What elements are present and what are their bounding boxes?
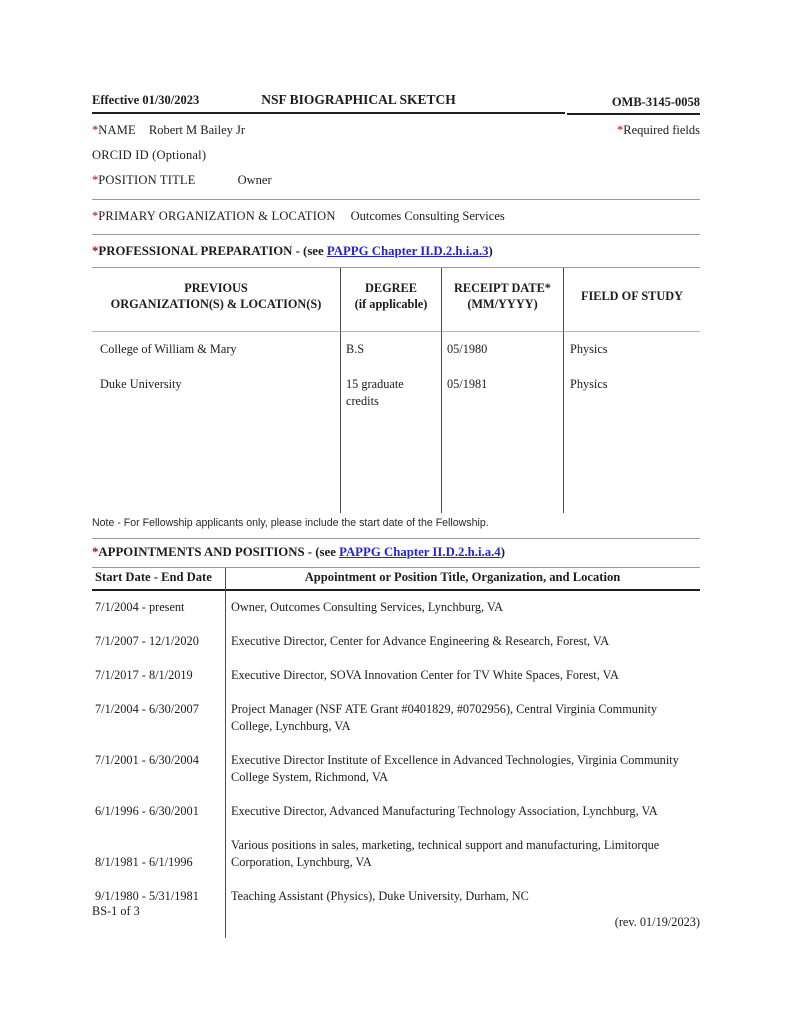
required-asterisk: * xyxy=(92,173,99,187)
column-header-line: ORGANIZATION(S) & LOCATION(S) xyxy=(110,297,322,311)
column-header-line: FIELD OF STUDY xyxy=(580,289,684,303)
appointments-header-row xyxy=(92,568,700,591)
orcid-label: ORCID ID (Optional) xyxy=(92,148,207,162)
appointment-row xyxy=(92,803,700,820)
appointment-title: Various positions in sales, marketing, technical support and manufacturing, Limitorque Corporation, Lynchburg, VA xyxy=(231,838,660,869)
column-divider xyxy=(225,568,226,938)
appointment-dates: 7/1/2004 - present xyxy=(95,600,185,614)
appointment-title: Executive Director Institute of Excellence in Advanced Technologies, Virginia Community College System, Richmond, VA xyxy=(231,753,679,784)
professional-preparation-table xyxy=(92,268,700,513)
required-asterisk: * xyxy=(92,244,99,258)
name-value: Robert M Bailey Jr xyxy=(148,123,246,137)
professional-preparation-title-suffix: ) xyxy=(488,244,493,258)
revision-date: (rev. 01/19/2023) xyxy=(614,915,700,929)
appointment-dates: 7/1/2004 - 6/30/2007 xyxy=(95,702,199,716)
required-asterisk: * xyxy=(92,545,99,559)
prep-row-receipt-date: 05/1981 xyxy=(442,367,564,513)
prep-row-organization: College of William & Mary xyxy=(92,332,341,367)
appointments-title: APPOINTMENTS AND POSITIONS - (see xyxy=(98,545,340,559)
header-rule xyxy=(92,92,565,114)
column-header-line: (if applicable) xyxy=(354,297,428,311)
appointment-row xyxy=(92,837,700,871)
orcid-row xyxy=(92,148,700,163)
column-header-degree xyxy=(341,268,442,332)
appointment-row xyxy=(92,752,700,786)
required-fields-note xyxy=(617,123,700,138)
column-header-line: (MM/YYYY) xyxy=(467,297,538,311)
fellowship-note: Note - For Fellowship applicants only, please include the start date of the Fellowship. xyxy=(92,517,700,539)
appointment-dates: 6/1/1996 - 6/30/2001 xyxy=(95,804,199,818)
position-title-value: Owner xyxy=(237,173,272,187)
appointment-title: Executive Director, Advanced Manufacturing Technology Association, Lynchburg, VA xyxy=(231,804,658,818)
appointments-title-suffix: ) xyxy=(500,545,505,559)
page-number: BS-1 of 3 xyxy=(92,904,140,918)
pappg-link-appointments[interactable]: PAPPG Chapter II.D.2.h.i.a.4 xyxy=(339,545,501,559)
appointment-row xyxy=(92,633,700,650)
prep-row-receipt-date: 05/1980 xyxy=(442,332,564,367)
primary-organization-row xyxy=(92,209,700,235)
required-asterisk: * xyxy=(92,209,99,223)
primary-organization-label: PRIMARY ORGANIZATION & LOCATION xyxy=(98,209,336,223)
appointment-title: Executive Director, Center for Advance Engineering & Research, Forest, VA xyxy=(231,634,610,648)
appointment-row xyxy=(92,701,700,735)
prep-row-degree: B.S xyxy=(341,332,442,367)
professional-preparation-title: PROFESSIONAL PREPARATION - (see xyxy=(98,244,327,258)
appointment-title: Project Manager (NSF ATE Grant #0401829, #0702956), Central Virginia Community College, Lynchburg, VA xyxy=(231,702,658,733)
appointment-dates: 9/1/1980 - 5/31/1981 xyxy=(95,889,199,903)
prep-row-degree: 15 graduate credits xyxy=(341,367,442,513)
prep-row-field-of-study: Physics xyxy=(570,342,608,356)
appointments-heading xyxy=(92,545,700,568)
appointment-dates: 8/1/1981 - 6/1/1996 xyxy=(95,855,193,869)
omb-number: OMB-3145-0058 xyxy=(567,92,700,115)
required-fields-text: Required fields xyxy=(623,123,700,137)
column-header-line: DEGREE xyxy=(365,281,417,295)
name-row xyxy=(92,123,700,138)
column-header-field-of-study xyxy=(564,268,700,332)
appointment-title: Executive Director, SOVA Innovation Center for TV White Spaces, Forest, VA xyxy=(231,668,619,682)
appointment-dates: 7/1/2001 - 6/30/2004 xyxy=(95,753,199,767)
document-header xyxy=(92,92,700,115)
column-header-previous-organization xyxy=(92,268,341,332)
prep-row-field-of-study: Physics xyxy=(570,377,608,391)
appointment-dates: 7/1/2007 - 12/1/2020 xyxy=(95,634,199,648)
primary-organization-value: Outcomes Consulting Services xyxy=(350,209,505,223)
position-title-label: POSITION TITLE xyxy=(98,173,196,187)
required-asterisk: * xyxy=(92,123,99,137)
column-header-receipt-date xyxy=(442,268,564,332)
appointment-dates: 7/1/2017 - 8/1/2019 xyxy=(95,668,193,682)
pappg-link-professional-preparation[interactable]: PAPPG Chapter II.D.2.h.i.a.3 xyxy=(326,244,489,258)
appointment-row xyxy=(92,599,700,616)
column-header-position: Appointment or Position Title, Organization, and Location xyxy=(304,570,621,584)
required-asterisk: * xyxy=(617,123,624,137)
name-label: NAME xyxy=(98,123,136,137)
appointments-table xyxy=(92,568,700,938)
page-title: NSF BIOGRAPHICAL SKETCH xyxy=(261,92,456,107)
appointment-row xyxy=(92,888,700,905)
document-content xyxy=(92,92,700,938)
position-title-row xyxy=(92,173,700,200)
column-header-line: RECEIPT DATE* xyxy=(454,281,551,295)
column-header-line: PREVIOUS xyxy=(184,281,248,295)
appointment-row xyxy=(92,667,700,684)
appointment-title: Owner, Outcomes Consulting Services, Lynchburg, VA xyxy=(231,600,504,614)
column-header-dates: Start Date - End Date xyxy=(95,570,212,584)
prep-row-organization: Duke University xyxy=(92,367,341,513)
effective-date-label: Effective 01/30/2023 xyxy=(92,93,200,107)
appointment-title: Teaching Assistant (Physics), Duke University, Durham, NC xyxy=(231,889,529,903)
professional-preparation-heading xyxy=(92,244,700,268)
